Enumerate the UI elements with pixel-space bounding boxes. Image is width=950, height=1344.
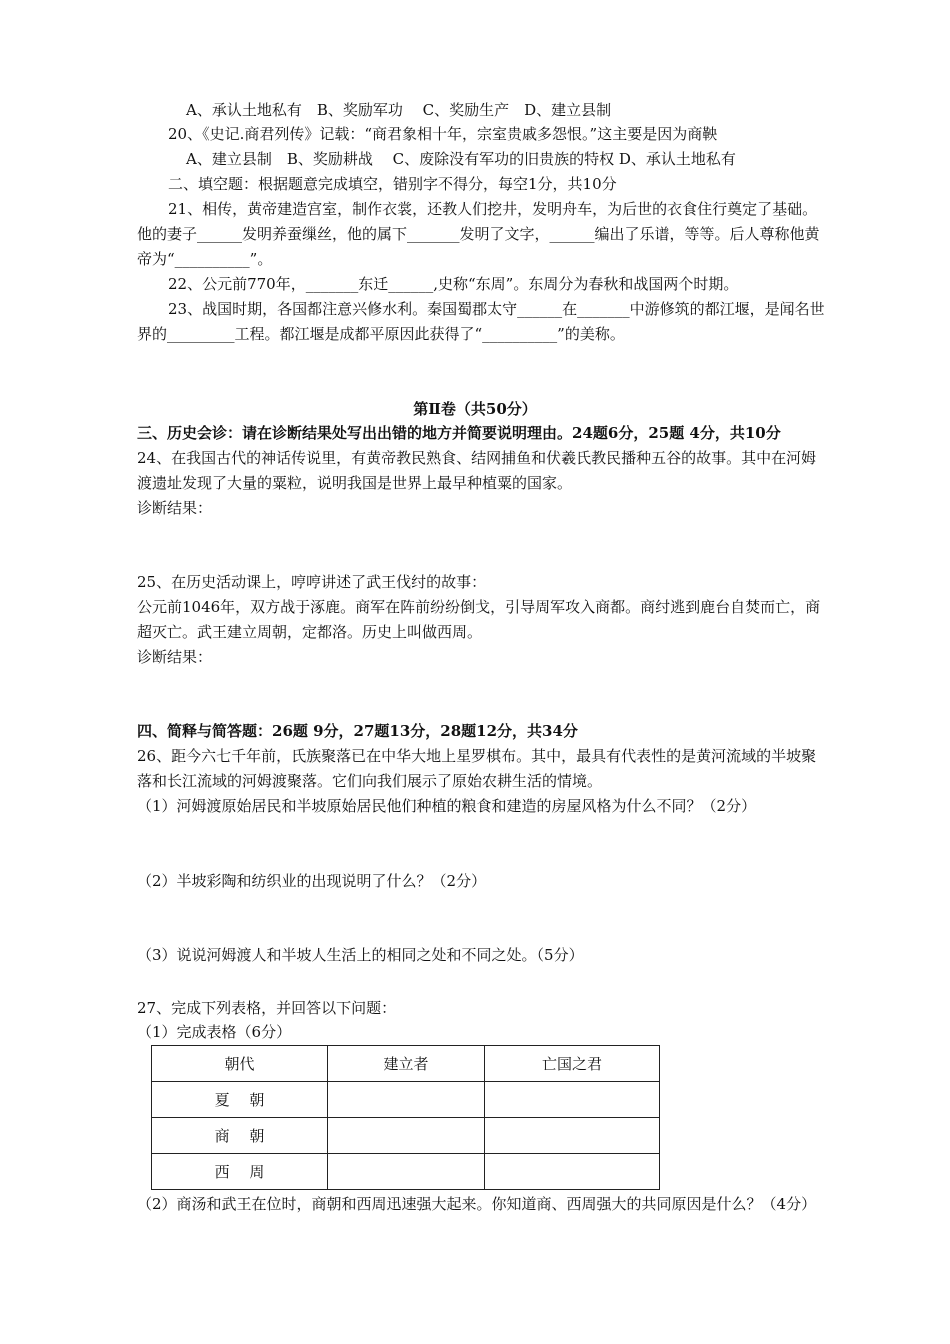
- q25-intro: 25、在历史活动课上，哼哼讲述了武王伐纣的故事：: [137, 573, 487, 591]
- section2-heading: 二、填空题：根据题意完成填空，错别字不得分，每空1分，共10分: [168, 175, 617, 193]
- q26-line-1: 26、距今六七千年前，氏族聚落已在中华大地上星罗棋布。其中，最具有代表性的是黄河流域的半坡聚: [137, 747, 817, 765]
- table-row: [152, 1118, 660, 1154]
- q23-line-1: 23、战国时期，各国都注意兴修水利。秦国蜀郡太守______在_______中游修筑的都江堰，是闻名世: [168, 300, 825, 318]
- q19-options: A、承认土地私有 B、奖励军功 C、奖励生产 D、建立县制: [186, 101, 612, 119]
- q25-body-line-2: 超灭亡。武王建立周朝，定都洛。历史上叫做西周。: [137, 623, 483, 641]
- q21-line-1: 21、相传，黄帝建造宫室，制作衣裳，还教人们挖井，发明舟车，为后世的衣食住行奠定了基础。: [168, 200, 818, 218]
- q26-sub-1: （1）河姆渡原始居民和半坡原始居民他们种植的粮食和建造的房屋风格为什么不同？（2分）: [137, 797, 757, 815]
- table-cell-dynasty: 商 朝: [152, 1118, 328, 1154]
- q25-body-line-1: 公元前1046年，双方战于涿鹿。商军在阵前纷纷倒戈，引导周军攻入商都。商纣逃到鹿台自焚而亡，商: [137, 598, 821, 616]
- dynasty-table: [151, 1045, 660, 1190]
- table-cell-blank[interactable]: [328, 1154, 485, 1190]
- q26-sub-2: （2）半坡彩陶和纺织业的出现说明了什么？（2分）: [137, 872, 487, 890]
- q24-line-1: 24、在我国古代的神话传说里，有黄帝教民熟食、结网捕鱼和伏羲氏教民播种五谷的故事。其中在河姆: [137, 449, 817, 467]
- table-cell-blank[interactable]: [485, 1118, 660, 1154]
- q26-line-2: 落和长江流域的河姆渡聚落。它们向我们展示了原始农耕生活的情境。: [137, 772, 603, 790]
- table-cell-blank[interactable]: [328, 1118, 485, 1154]
- table-cell-blank[interactable]: [328, 1082, 485, 1118]
- table-cell-blank[interactable]: [485, 1082, 660, 1118]
- q27-sub-1: （1）完成表格（6分）: [137, 1023, 292, 1041]
- q27-sub-2: （2）商汤和武王在位时，商朝和西周迅速强大起来。你知道商、西周强大的共同原因是什么？（4分）: [137, 1195, 817, 1213]
- table-row: [152, 1154, 660, 1190]
- table-cell-blank[interactable]: [485, 1154, 660, 1190]
- diagnosis-label: 诊断结果：: [137, 648, 213, 666]
- q22: 22、公元前770年，_______东迁______,史称“东周”。东周分为春秋和战国两个时期。: [168, 275, 739, 293]
- q21-line-2: 他的妻子______发明养蚕缫丝，他的属下_______发明了文字，______编出了乐谱，等等。后人尊称他黄: [137, 225, 820, 243]
- table-header-cell: 亡国之君: [485, 1046, 660, 1082]
- part2-title: 第Ⅱ卷（共50分）: [413, 400, 537, 418]
- q21-line-3: 帝为“__________”。: [137, 250, 273, 268]
- table-header-cell: 建立者: [328, 1046, 485, 1082]
- table-cell-dynasty: 西 周: [152, 1154, 328, 1190]
- q20-stem: 20、《史记.商君列传》记载：“商君象相十年，宗室贵戚多怨恨。”这主要是因为商鞅: [168, 125, 718, 143]
- q26-sub-3: （3）说说河姆渡人和半坡人生活上的相同之处和不同之处。（5分）: [137, 946, 584, 964]
- table-row: [152, 1082, 660, 1118]
- table-cell-dynasty: 夏 朝: [152, 1082, 328, 1118]
- section4-heading: 四、简释与简答题：26题 9分，27题13分，28题12分，共34分: [137, 722, 578, 740]
- q27-stem: 27、完成下列表格，并回答以下问题：: [137, 999, 397, 1017]
- section3-heading: 三、历史会诊：请在诊断结果处写出出错的地方并简要说明理由。24题6分，25题 4分，共10分: [137, 424, 781, 442]
- diagnosis-label: 诊断结果：: [137, 499, 213, 517]
- q23-line-2: 界的_________工程。都江堰是成都平原因此获得了“__________”的美称。: [137, 325, 625, 343]
- table-header-cell: 朝代: [152, 1046, 328, 1082]
- table-header-row: [152, 1046, 660, 1082]
- q20-options: A、建立县制 B、奖励耕战 C、废除没有军功的旧贵族的特权 D、承认土地私有: [186, 150, 736, 168]
- q24-line-2: 渡遗址发现了大量的粟粒，说明我国是世界上最早种植粟的国家。: [137, 474, 573, 492]
